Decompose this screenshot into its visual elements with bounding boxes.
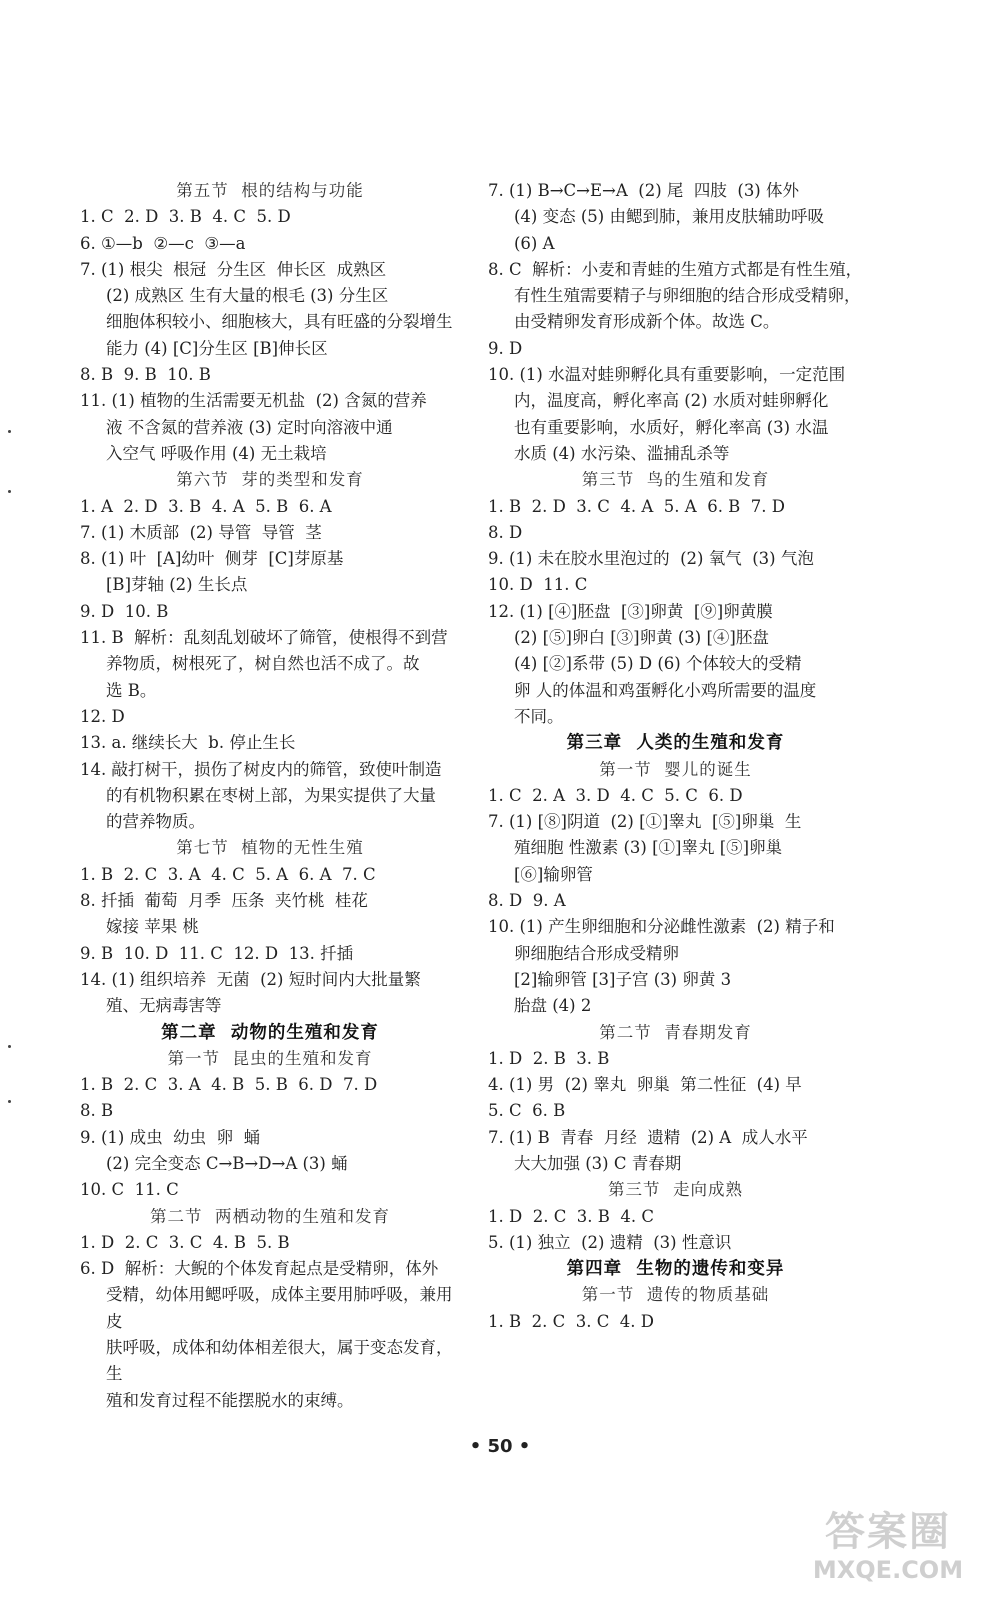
- section-heading: 第二节 青春期发育: [599, 1022, 752, 1042]
- answer-continuation: 内，温度高，孵化率高 (2) 水质对蛙卵孵化: [514, 391, 829, 411]
- answer-continuation: 受精，幼体用鳃呼吸，成体主要用肺呼吸，兼用皮: [106, 1285, 453, 1331]
- section-heading: 第三节 走向成熟: [608, 1180, 743, 1200]
- answer-line: 9. D: [488, 338, 523, 358]
- answer-continuation: [2]输卵管 [3]子宫 (3) 卵黄 3: [514, 969, 732, 989]
- answer-continuation: 由受精卵发育形成新个体。故选 C。: [514, 312, 780, 332]
- answer-continuation: 液 不含氮的营养液 (3) 定时向溶液中通: [106, 417, 393, 437]
- watermark-url: MXQE.COM: [812, 1556, 964, 1584]
- answer-continuation: 殖细胞 性激素 (3) [①]睾丸 [⑤]卵巢: [514, 838, 783, 858]
- answer-line: 1. B 2. C 3. A 4. C 5. A 6. A 7. C: [80, 864, 376, 884]
- answer-continuation: [⑥]输卵管: [514, 864, 593, 884]
- answer-line: 9. (1) 成虫 幼虫 卵 蛹: [80, 1127, 261, 1147]
- answer-line: 7. (1) B 青春 月经 遗精 (2) A 成人水平: [488, 1127, 808, 1147]
- answer-continuation: 殖和发育过程不能摆脱水的束缚。: [106, 1390, 354, 1410]
- answer-continuation: 选 B。: [106, 680, 157, 700]
- answer-continuation: 卵细胞结合形成受精卵: [514, 943, 679, 963]
- answer-continuation: 有性生殖需要精子与卵细胞的结合形成受精卵，: [514, 286, 861, 306]
- answer-line: 8. B: [80, 1101, 114, 1121]
- answer-continuation: 也有重要影响，水质好，孵化率高 (3) 水温: [514, 417, 829, 437]
- answer-line: 1. C 2. A 3. D 4. C 5. C 6. D: [488, 785, 743, 805]
- answer-line: 7. (1) B→C→E→A (2) 尾 四肢 (3) 体外: [488, 181, 799, 200]
- section-heading: 第三节 鸟的生殖和发育: [581, 470, 770, 490]
- answer-continuation: (4) 变态 (5) 由鳃到肺，兼用皮肤辅助呼吸: [514, 207, 824, 227]
- answer-line: 10. (1) 水温对蛙卵孵化具有重要影响，一定范围: [488, 365, 846, 385]
- answer-continuation: 卵 人的体温和鸡蛋孵化小鸡所需要的温度: [514, 680, 817, 700]
- answer-line: 8. C 解析：小麦和青蛙的生殖方式都是有性生殖，: [488, 259, 863, 279]
- answer-line: 6. ①—b ②—c ③—a: [80, 233, 246, 253]
- answer-line: 5. C 6. B: [488, 1101, 566, 1121]
- answer-continuation: 的营养物质。: [106, 812, 205, 832]
- answer-continuation: [B]芽轴 (2) 生长点: [106, 575, 248, 595]
- answer-continuation: (2) 完全变态 C→B→D→A (3) 蛹: [106, 1153, 348, 1173]
- answer-continuation: 的有机物积累在枣树上部，为果实提供了大量: [106, 785, 436, 805]
- answer-line: 8. D: [488, 522, 523, 542]
- answer-line: 10. D 11. C: [488, 575, 588, 595]
- answer-continuation: 肤呼吸，成体和幼体相差很大，属于变态发育，生: [106, 1338, 453, 1384]
- chapter-heading: 第二章 动物的生殖和发育: [161, 1022, 379, 1043]
- section-heading: 第一节 婴儿的诞生: [599, 759, 752, 779]
- answer-line: 6. D 解析：大鲵的个体发育起点是受精卵，体外: [80, 1259, 439, 1279]
- answer-line: 4. (1) 男 (2) 睾丸 卵巢 第二性征 (4) 早: [488, 1075, 802, 1095]
- answer-line: 1. A 2. D 3. B 4. A 5. B 6. A: [80, 496, 332, 516]
- chapter-heading: 第三章 人类的生殖和发育: [566, 733, 785, 754]
- answer-line: 8. (1) 叶 [A]幼叶 侧芽 [C]芽原基: [80, 549, 344, 569]
- answer-continuation: (4) [②]系带 (5) D (6) 个体较大的受精: [514, 654, 802, 674]
- answer-line: 14. 敲打树干，损伤了树皮内的筛管，致使叶制造: [80, 759, 442, 779]
- section-heading: 第一节 昆虫的生殖和发育: [167, 1048, 373, 1068]
- answer-line: 8. 扦插 葡萄 月季 压条 夹竹桃 桂花: [80, 891, 368, 911]
- answer-line: 7. (1) [⑧]阴道 (2) [①]睾丸 [⑤]卵巢 生: [488, 812, 802, 832]
- answer-line: 7. (1) 根尖 根冠 分生区 伸长区 成熟区: [80, 259, 387, 279]
- answer-line: 1. D 2. C 3. B 4. C: [488, 1206, 655, 1226]
- answer-continuation: (2) [⑤]卵白 [③]卵黄 (3) [④]胚盘: [514, 628, 769, 648]
- answer-line: 11. (1) 植物的生活需要无机盐 (2) 含氮的营养: [80, 391, 427, 411]
- answer-line: 8. B 9. B 10. B: [80, 365, 211, 385]
- scan-mark: [8, 1045, 11, 1048]
- right-column: [488, 178, 863, 1335]
- answer-continuation: (6) A: [514, 233, 555, 253]
- answer-line: 1. B 2. C 3. A 4. B 5. B 6. D 7. D: [80, 1075, 378, 1095]
- watermark-title: 答案圈: [825, 1509, 951, 1555]
- answer-continuation: 水质 (4) 水污染、滥捕乱杀等: [514, 443, 730, 463]
- section-heading: 第七节 植物的无性生殖: [176, 838, 364, 858]
- section-heading: 第一节 遗传的物质基础: [581, 1285, 770, 1305]
- answer-line: 8. D 9. A: [488, 891, 566, 911]
- answer-continuation: (2) 成熟区 生有大量的根毛 (3) 分生区: [106, 286, 389, 306]
- answer-line: 1. D 2. B 3. B: [488, 1048, 610, 1068]
- answer-line: 1. C 2. D 3. B 4. C 5. D: [80, 207, 291, 227]
- answer-continuation: 大大加强 (3) C 青春期: [514, 1153, 682, 1173]
- answer-line: 7. (1) 木质部 (2) 导管 导管 茎: [80, 522, 322, 542]
- answer-line: 13. a. 继续长大 b. 停止生长: [80, 733, 296, 753]
- scan-mark: [8, 430, 11, 433]
- answer-line: 14. (1) 组织培养 无菌 (2) 短时间内大批量繁: [80, 969, 421, 989]
- left-column: [80, 178, 460, 1414]
- answer-line: 10. (1) 产生卵细胞和分泌雌性激素 (2) 精子和: [488, 917, 835, 937]
- answer-continuation: 殖、无病毒害等: [106, 996, 222, 1016]
- answer-line: 12. (1) [④]胚盘 [③]卵黄 [⑨]卵黄膜: [488, 601, 773, 621]
- section-heading: 第二节 两栖动物的生殖和发育: [150, 1206, 390, 1226]
- answer-continuation: 养物质，树根死了，树自然也活不成了。故: [106, 654, 420, 674]
- answer-continuation: 不同。: [514, 706, 564, 726]
- answer-line: 9. B 10. D 11. C 12. D 13. 扦插: [80, 943, 354, 963]
- answer-line: 9. (1) 未在胶水里泡过的 (2) 氧气 (3) 气泡: [488, 549, 814, 569]
- answer-continuation: 胎盘 (4) 2: [514, 996, 592, 1016]
- page-number: • 50 •: [469, 1436, 531, 1457]
- section-heading: 第五节 根的结构与功能: [176, 181, 364, 200]
- answer-line: 1. B 2. C 3. C 4. D: [488, 1311, 655, 1331]
- section-heading: 第六节 芽的类型和发育: [176, 470, 364, 490]
- answer-line: 1. B 2. D 3. C 4. A 5. A 6. B 7. D: [488, 496, 786, 516]
- answer-line: 12. D: [80, 706, 125, 726]
- watermark-logo: [798, 1508, 978, 1588]
- answer-line: 11. B 解析：乱刻乱划破坏了筛管，使根得不到营: [80, 628, 448, 648]
- answer-continuation: 能力 (4) [C]分生区 [B]伸长区: [106, 338, 328, 358]
- chapter-heading: 第四章 生物的遗传和变异: [566, 1259, 785, 1280]
- answer-continuation: 细胞体积较小、细胞核大，具有旺盛的分裂增生: [106, 312, 453, 332]
- answer-continuation: 入空气 呼吸作用 (4) 无土栽培: [106, 443, 327, 463]
- answer-line: 9. D 10. B: [80, 601, 169, 621]
- answer-line: 10. C 11. C: [80, 1180, 179, 1200]
- scan-mark: [8, 1100, 11, 1103]
- scan-mark: [8, 490, 11, 493]
- answer-line: 1. D 2. C 3. C 4. B 5. B: [80, 1232, 290, 1252]
- answer-continuation: 嫁接 苹果 桃: [106, 917, 199, 937]
- answer-line: 5. (1) 独立 (2) 遗精 (3) 性意识: [488, 1232, 732, 1252]
